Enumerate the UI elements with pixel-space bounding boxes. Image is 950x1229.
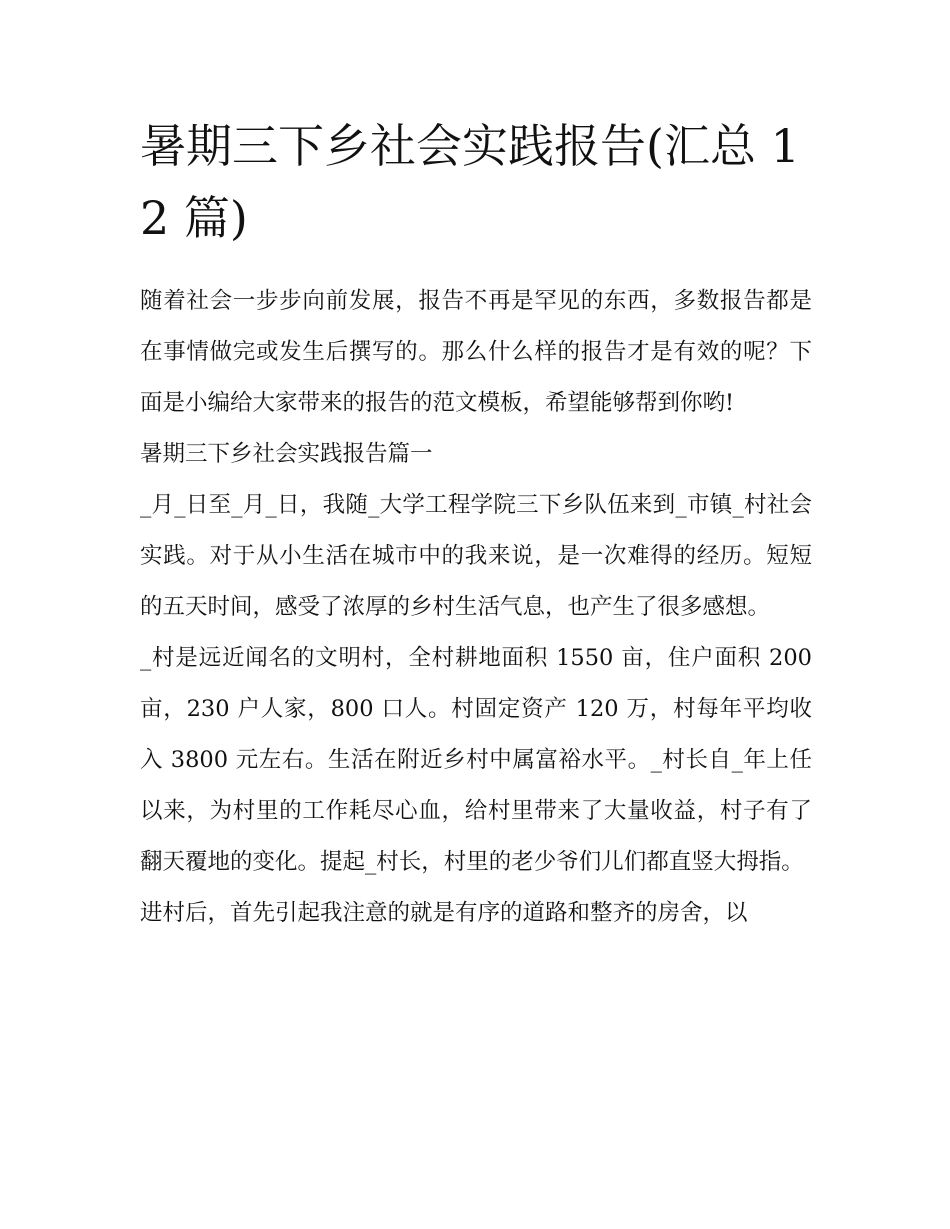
section-heading: 暑期三下乡社会实践报告篇一 [140, 441, 433, 467]
body-paragraph: 进村后，首先引起我注意的就是有序的道路和整齐的房舍，以 [140, 900, 748, 926]
document-body [140, 276, 812, 939]
body-paragraph: _月_日至_月_日，我随_大学工程学院三下乡队伍来到_市镇_村社会实践。对于从小生活在城市中的我来说，是一次难得的经历。短短的五天时间，感受了浓厚的乡村生活气息，也产生了很多感想。 [140, 492, 812, 620]
intro-paragraph: 随着社会一步步向前发展，报告不再是罕见的东西，多数报告都是在事情做完或发生后撰写的。那么什么样的报告才是有效的呢？下面是小编给大家带来的报告的范文模板，希望能够帮到你哟! [140, 288, 812, 416]
document-page [140, 110, 812, 939]
document-title: 暑期三下乡社会实践报告(汇总 12 篇) [140, 119, 800, 245]
body-paragraph: _村是远近闻名的文明村，全村耕地面积 1550 亩，住户面积 200 亩，230 户人家，800 口人。村固定资产 120 万，村每年平均收入 3800 元左右。生活在附近乡村中属富裕水平。_村长自_年上任以来，为村里的工作耗尽心血，给村里带来了大量收益，村子有了翻天覆地的变化。提起_村长，村里的老少爷们儿们都直竖大拇指。 [140, 645, 812, 875]
